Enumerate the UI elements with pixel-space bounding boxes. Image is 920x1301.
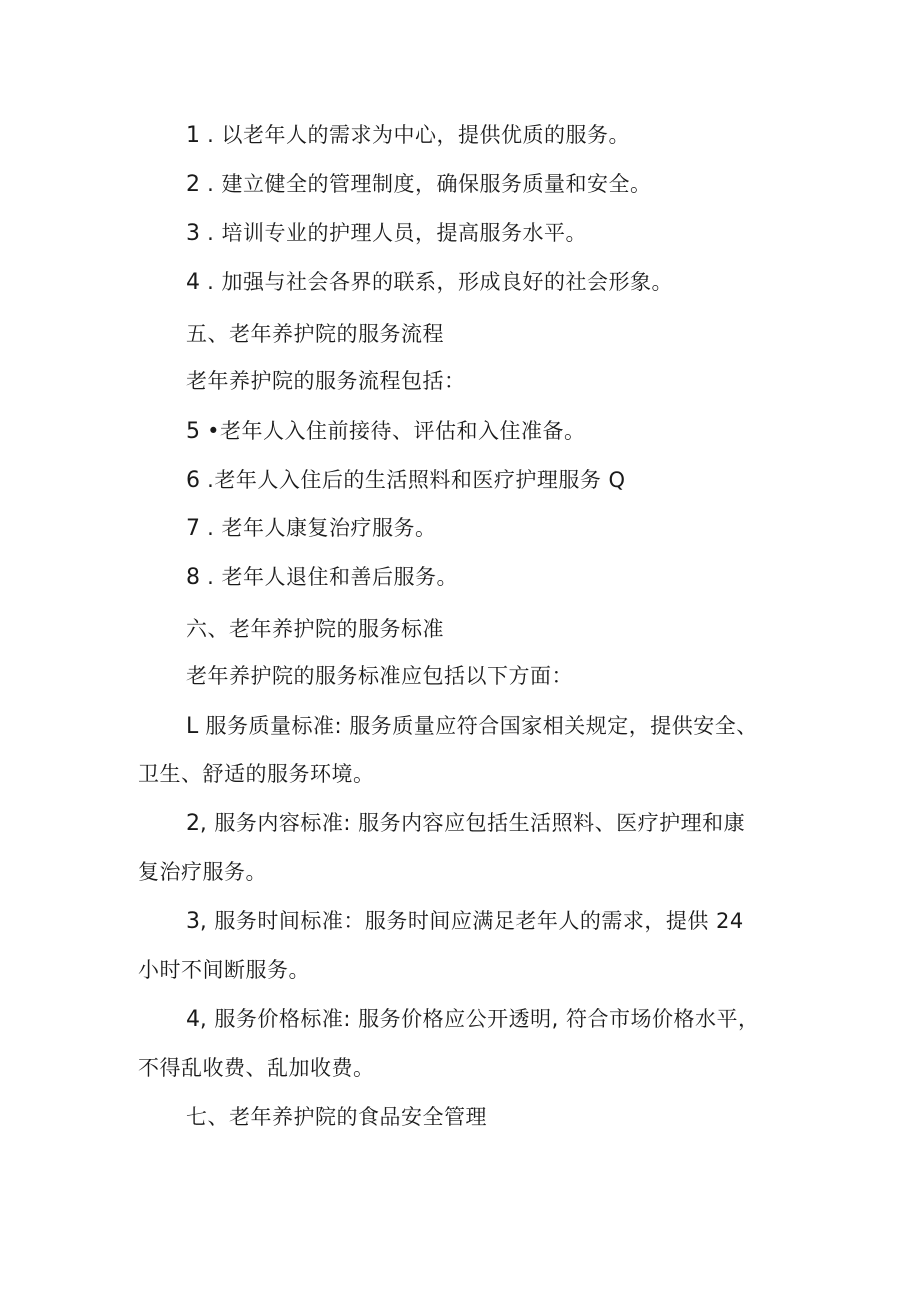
standard-number: L (186, 714, 199, 739)
list-number: 2 (186, 172, 200, 197)
list-number: 7 (186, 516, 200, 541)
list-text: . 加强与社会各界的联系，形成良好的社会形象。 (200, 270, 674, 294)
standard-number: 4 (186, 1007, 200, 1032)
section-heading: 五、老年养护院的服务流程 (186, 322, 444, 346)
list-number: 8 (186, 565, 200, 590)
list-number: 3 (186, 221, 200, 246)
list-text: . 老年人退住和善后服务。 (200, 565, 459, 589)
standard-item (186, 711, 758, 742)
standard-continuation: 不得乱收费、乱加收费。 (138, 1056, 375, 1080)
list-number: 5 (186, 419, 200, 444)
list-item (186, 513, 437, 544)
standard-text: , 服务时间标准：服务时间应满足老年人的需求，提供 24 (200, 909, 744, 933)
standard-item (186, 906, 744, 937)
standard-continuation: 卫生、舒适的服务环境。 (138, 762, 375, 786)
section-intro: 老年养护院的服务流程包括： (186, 369, 466, 393)
section-heading: 六、老年养护院的服务标准 (186, 617, 444, 641)
list-number: 6 (186, 468, 200, 493)
standard-text: , 服务内容标准: 服务内容应包括生活照料、医疗护理和康 (200, 811, 746, 835)
list-text: .老年人入住后的生活照料和医疗护理服务 Q (200, 468, 626, 492)
standard-text: , 服务价格标准: 服务价格应公开透明, 符合市场价格水平， (200, 1007, 760, 1031)
list-item (186, 120, 630, 151)
standard-number: 2 (186, 811, 200, 836)
list-item (186, 267, 673, 298)
standard-number: 3 (186, 909, 200, 934)
list-item (186, 562, 458, 593)
standard-continuation: 复治疗服务。 (138, 860, 267, 884)
standard-item (186, 1004, 759, 1035)
list-item (186, 465, 626, 496)
list-number: 4 (186, 270, 200, 295)
list-text: . 老年人康复治疗服务。 (200, 516, 437, 540)
list-text: •老年人入住前接待、评估和入住准备。 (200, 419, 586, 443)
section-heading: 七、老年养护院的食品安全管理 (186, 1105, 487, 1129)
list-item (186, 169, 652, 200)
section-intro: 老年养护院的服务标准应包括以下方面： (186, 664, 573, 688)
list-text: . 以老年人的需求为中心，提供优质的服务。 (200, 123, 631, 147)
list-text: . 建立健全的管理制度，确保服务质量和安全。 (200, 172, 652, 196)
list-number: 1 (186, 123, 200, 148)
standard-item (186, 808, 745, 839)
list-item (186, 218, 587, 249)
standard-text: 服务质量标准: 服务质量应符合国家相关规定，提供安全、 (198, 714, 758, 738)
list-item (186, 416, 586, 447)
list-text: . 培训专业的护理人员，提高服务水平。 (200, 221, 588, 245)
standard-continuation: 小时不间断服务。 (138, 958, 310, 982)
